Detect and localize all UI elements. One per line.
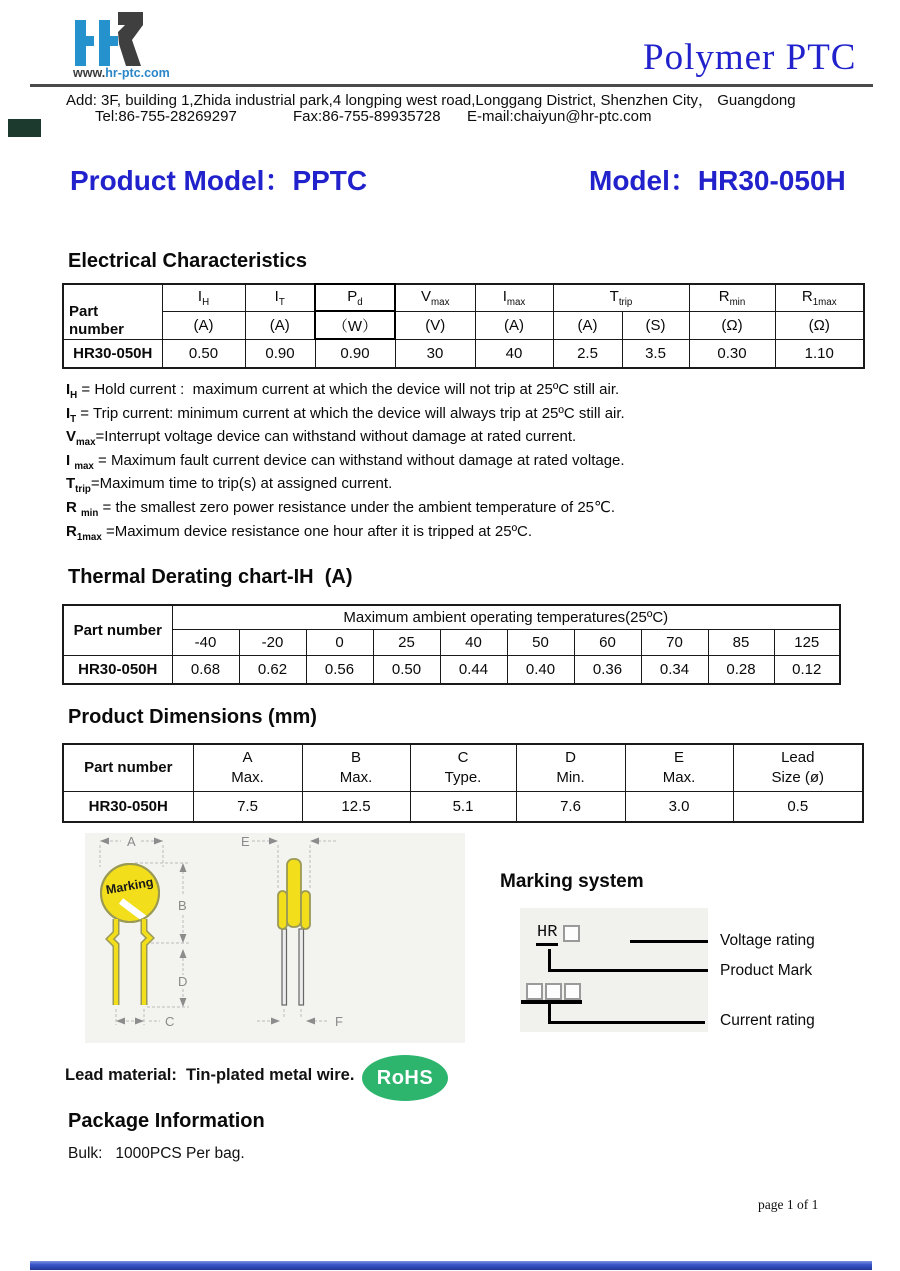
marking-text: Marking — [104, 874, 155, 898]
col-imax: $I_{max}$ — [475, 284, 553, 311]
package-heading: Package Information — [68, 1110, 265, 1132]
temp-col: -20 — [239, 630, 306, 656]
temp-col: 40 — [440, 630, 507, 656]
temp-col: 0 — [306, 630, 373, 656]
derating-value: 0.68 — [172, 656, 239, 685]
temp-col: 25 — [373, 630, 440, 656]
temp-col: 50 — [507, 630, 574, 656]
derating-value: 0.50 — [373, 656, 440, 685]
temp-col: 125 — [774, 630, 840, 656]
lead-material-note: Lead material: Tin-plated metal wire. — [65, 1066, 355, 1084]
rohs-badge: RoHS — [362, 1055, 448, 1101]
table-row — [63, 656, 840, 685]
col-ttrip: $T_{trip}$ — [553, 284, 689, 311]
dim-value-b: 12.5 — [302, 792, 410, 823]
definition-ttrip: $T_{trip}=Maximum$ time to trip(s) at assigned current. — [66, 475, 393, 496]
col-r1max: $R_{1max}$ — [775, 284, 864, 311]
derating-value: 0.36 — [574, 656, 641, 685]
part-number-header: Part number — [63, 744, 193, 792]
col-vmax: $V_{max}$ — [395, 284, 475, 311]
definitions-list — [66, 378, 866, 543]
table-row — [63, 284, 864, 311]
dim-label-e: E — [241, 834, 250, 849]
part-label-line2: number — [69, 320, 125, 338]
dim-col-e: E Max. — [625, 744, 733, 792]
definition-imax: I $_{max}$ = Maximum fault current device can withstand without damage at rated voltage. — [66, 451, 625, 472]
temp-col: 70 — [641, 630, 708, 656]
dim-label-f: F — [335, 1014, 343, 1029]
logo-website — [73, 66, 170, 80]
thermal-heading: Thermal Derating chart-IH (A) — [68, 566, 353, 588]
current-pointer-line — [548, 1021, 705, 1024]
page-number: page 1 of 1 — [758, 1197, 819, 1212]
product-model-value: PPTC — [292, 165, 368, 196]
dim-col-d: D Min. — [516, 744, 625, 792]
dim-col-lead: Lead Size (ø) — [733, 744, 863, 792]
model-title — [589, 159, 846, 199]
corner-mark — [8, 119, 41, 137]
footer-bar — [30, 1261, 872, 1270]
bulk-package-note: Bulk: 1000PCS Per bag. — [68, 1145, 245, 1162]
value-pd: 0.90 — [315, 339, 395, 368]
model-label: Model： — [589, 165, 698, 196]
table-row — [63, 311, 864, 339]
value-ttrip-s: 3.5 — [622, 339, 689, 368]
definition-ih: $I_H$ = Hold current : maximum current at which the device will not trip at 25ºC still air. — [66, 381, 620, 401]
current-underline-bar — [521, 1000, 582, 1004]
value-it: 0.90 — [245, 339, 315, 368]
current-rating-label: Current rating — [720, 1012, 815, 1029]
marking-current-box — [545, 983, 562, 1000]
thermal-table — [62, 604, 841, 685]
product-mark-label: Product Mark — [720, 962, 813, 979]
temp-col: 85 — [708, 630, 774, 656]
marking-current-box — [564, 983, 581, 1000]
table-row — [63, 744, 863, 792]
marking-heading: Marking system — [500, 871, 644, 892]
derating-value: 0.12 — [774, 656, 840, 685]
col-it: $I_T$ — [245, 284, 315, 311]
electrical-heading: Electrical Characteristics — [68, 250, 308, 272]
product-dimension-drawing — [85, 833, 465, 1043]
value-vmax: 30 — [395, 339, 475, 368]
product-model-title — [70, 159, 367, 199]
col-pd: $P_d$ — [315, 284, 395, 311]
marking-voltage-box — [563, 925, 580, 942]
definition-r1max: $R_{1max}$ =Maximum device resistance one hour after it is tripped at 25ºC. — [66, 522, 533, 543]
value-r1max: 1.10 — [775, 339, 864, 368]
model-value: HR30-050H — [697, 165, 846, 196]
unit-it: (A) — [245, 311, 315, 339]
dim-col-b: B Max. — [302, 744, 410, 792]
temp-col: -40 — [172, 630, 239, 656]
col-rmin: $R_{min}$ — [689, 284, 775, 311]
unit-imax: (A) — [475, 311, 553, 339]
temp-col: 60 — [574, 630, 641, 656]
product-model-label: Product Model： — [70, 165, 293, 196]
dim-col-a: A Max. — [193, 744, 302, 792]
part-number-header: Part number — [63, 605, 172, 656]
derating-value: 0.40 — [507, 656, 574, 685]
unit-vmax: (V) — [395, 311, 475, 339]
unit-rmin: (Ω) — [689, 311, 775, 339]
col-ih: $I_H$ — [162, 284, 245, 311]
company-tel: Tel:86-755-28269297 — [95, 108, 237, 125]
dim-label-d: D — [178, 974, 188, 989]
dim-label-b: B — [178, 898, 187, 913]
dim-value-e: 3.0 — [625, 792, 733, 823]
derating-value: 0.34 — [641, 656, 708, 685]
value-rmin: 0.30 — [689, 339, 775, 368]
dim-col-c: C Type. — [410, 744, 516, 792]
value-ttrip-a: 2.5 — [553, 339, 622, 368]
derating-value: 0.44 — [440, 656, 507, 685]
table-row — [63, 630, 840, 656]
unit-r1max: (Ω) — [775, 311, 864, 339]
part-number-value: HR30-050H — [63, 339, 162, 368]
dim-value-d: 7.6 — [516, 792, 625, 823]
company-address: Add: 3F, building 1,Zhida industrial park,4 longping west road,Longgang District, Shenzhen City， Guangdong — [66, 92, 796, 109]
logo-website-prefix: www. — [73, 66, 106, 80]
dimensions-heading: Product Dimensions (mm) — [68, 706, 317, 728]
dim-value-lead: 0.5 — [733, 792, 863, 823]
dim-value-c: 5.1 — [410, 792, 516, 823]
dim-value-a: 7.5 — [193, 792, 302, 823]
marking-prefix: HR — [536, 923, 558, 946]
logo-website-domain: hr-ptc.com — [105, 66, 170, 80]
derating-value: 0.28 — [708, 656, 774, 685]
part-number-value: HR30-050H — [63, 656, 172, 685]
header-divider — [30, 84, 873, 87]
definition-vmax: $V_{max}=Interrupt$ voltage device can withstand without damage at rated current. — [66, 428, 577, 449]
table-row — [63, 792, 863, 823]
voltage-pointer-line — [630, 940, 708, 943]
derating-value: 0.62 — [239, 656, 306, 685]
company-email: E-mail:chaiyun@hr-ptc.com — [467, 108, 652, 125]
company-fax: Fax:86-755-89935728 — [293, 108, 441, 125]
unit-pd: （W） — [315, 311, 395, 339]
dim-label-a: A — [127, 834, 136, 849]
table-row — [63, 605, 840, 630]
hr-logo — [73, 12, 169, 66]
part-number-value: HR30-050H — [63, 792, 193, 823]
unit-ttrip-a: (A) — [553, 311, 622, 339]
derating-value: 0.56 — [306, 656, 373, 685]
product-pointer-line — [548, 969, 708, 972]
definition-rmin: R $_{min}$ = the smallest zero power resistance under the ambient temperature of 25℃. — [66, 498, 616, 519]
unit-ih: (A) — [162, 311, 245, 339]
part-number-header — [63, 284, 162, 339]
dim-label-c: C — [165, 1014, 175, 1029]
electrical-table — [62, 283, 865, 369]
dimensions-table — [62, 743, 864, 823]
thermal-span-header: Maximum ambient operating temperatures(25ºC) — [172, 605, 840, 630]
unit-ttrip-s: (S) — [622, 311, 689, 339]
table-row — [63, 339, 864, 368]
definition-it: $I_T$ = Trip current: minimum current at which the device will always trip at 25ºC still air. — [66, 404, 625, 425]
marking-current-box — [526, 983, 543, 1000]
value-imax: 40 — [475, 339, 553, 368]
brand-title: Polymer PTC — [643, 37, 857, 78]
value-ih: 0.50 — [162, 339, 245, 368]
part-label-line1: Part — [69, 302, 99, 320]
voltage-rating-label: Voltage rating — [720, 932, 815, 949]
